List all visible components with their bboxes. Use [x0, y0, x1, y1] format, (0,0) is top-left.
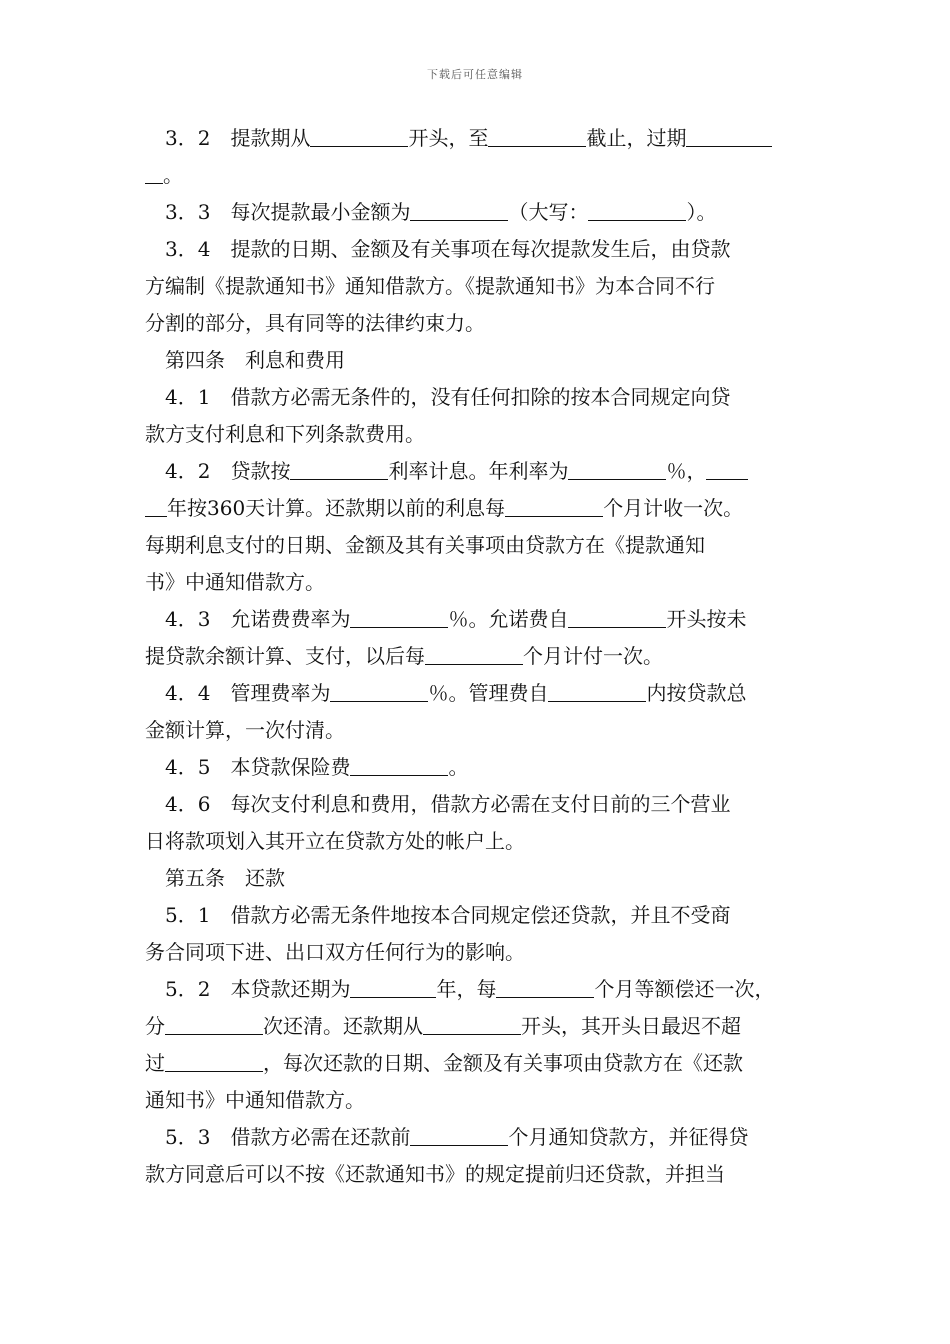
paragraph-line: 金额计算，一次付清。 — [145, 718, 345, 742]
paragraph-line: 款方支付利息和下列条款费用。 — [145, 422, 425, 446]
clause-4-1: 4．1 借款方必需无条件的，没有任何扣除的按本合同规定向贷 — [165, 385, 731, 409]
blank-field[interactable] — [588, 198, 686, 221]
clause-3-3: 3．3 每次提款最小金额为 （大写： ）。 — [165, 200, 717, 224]
blank-field[interactable] — [423, 1012, 521, 1035]
paragraph-line: 方编制《提款通知书》通知借款方。《提款通知书》为本合同不行 — [145, 274, 715, 298]
clause-5-2: 5．2 本贷款还期为 年，每 个月等额偿还一次， — [165, 977, 775, 1001]
blank-field[interactable] — [410, 198, 508, 221]
clause-3-4: 3．4 提款的日期、金额及有关事项在每次提款发生后，由贷款 — [165, 237, 731, 261]
clause-4-6: 4．6 每次支付利息和费用，借款方必需在支付日前的三个营业 — [165, 792, 731, 816]
clause-4-4: 4．4 管理费率为 ％。管理费自 内按贷款总 — [165, 681, 747, 705]
blank-field[interactable] — [706, 457, 748, 480]
paragraph-line: 分割的部分，具有同等的法律约束力。 — [145, 311, 485, 335]
clause-5-2-cont: 分 次还清。还款期从 开头，其开头日最迟不超 — [145, 1014, 741, 1038]
clause-3-2: 3．2 提款期从 开头，至 截止，过期 — [145, 120, 807, 157]
blank-field[interactable] — [350, 605, 448, 628]
blank-field[interactable] — [330, 679, 428, 702]
clause-5-1: 5．1 借款方必需无条件地按本合同规定偿还贷款，并且不受商 — [165, 903, 731, 927]
clause-4-2-cont: 年按360天计算。还款期以前的利息每 个月计收一次。 — [145, 490, 807, 527]
blank-field[interactable] — [686, 124, 772, 147]
paragraph-line: 通知书》中通知借款方。 — [145, 1088, 365, 1112]
document-body — [145, 120, 807, 1193]
blank-field[interactable] — [310, 124, 408, 147]
paragraph-line: 每期利息支付的日期、金额及其有关事项由贷款方在《提款通知 — [145, 533, 705, 557]
clause-3-2-cont: 。 — [145, 157, 807, 194]
blank-field[interactable] — [505, 494, 603, 517]
blank-field[interactable] — [425, 642, 523, 665]
blank-field[interactable] — [488, 124, 586, 147]
paragraph-line: 款方同意后可以不按《还款通知书》的规定提前归还贷款，并担当 — [145, 1162, 725, 1186]
clause-5-2-cont: 过 ，每次还款的日期、金额及有关事项由贷款方在《还款 — [145, 1051, 743, 1075]
page-header: 下载后可任意编辑 — [427, 68, 523, 81]
blank-field[interactable] — [165, 1012, 263, 1035]
paragraph-line: 书》中通知借款方。 — [145, 570, 325, 594]
blank-field[interactable] — [410, 1123, 508, 1146]
article-4-heading: 第四条 利息和费用 — [165, 348, 345, 372]
blank-field[interactable] — [350, 975, 436, 998]
clause-4-2: 4．2 贷款按 利率计息。年利率为 ％， — [145, 453, 807, 490]
paragraph-line: 日将款项划入其开立在贷款方处的帐户上。 — [145, 829, 525, 853]
clause-4-3-cont: 提贷款余额计算、支付，以后每 个月计付一次。 — [145, 644, 663, 668]
blank-field[interactable] — [568, 605, 666, 628]
blank-field[interactable] — [145, 161, 163, 184]
blank-field[interactable] — [350, 753, 448, 776]
blank-field[interactable] — [290, 457, 388, 480]
blank-field[interactable] — [496, 975, 594, 998]
blank-field[interactable] — [568, 457, 666, 480]
article-5-heading: 第五条 还款 — [165, 866, 285, 890]
clause-4-5: 4．5 本贷款保险费 。 — [165, 755, 469, 779]
blank-field[interactable] — [145, 494, 167, 517]
blank-field[interactable] — [548, 679, 646, 702]
clause-5-3: 5．3 借款方必需在还款前 个月通知贷款方，并征得贷 — [165, 1125, 749, 1149]
paragraph-line: 务合同项下进、出口双方任何行为的影响。 — [145, 940, 525, 964]
clause-4-3: 4．3 允诺费费率为 ％。允诺费自 开头按未 — [165, 607, 747, 631]
blank-field[interactable] — [165, 1049, 263, 1072]
